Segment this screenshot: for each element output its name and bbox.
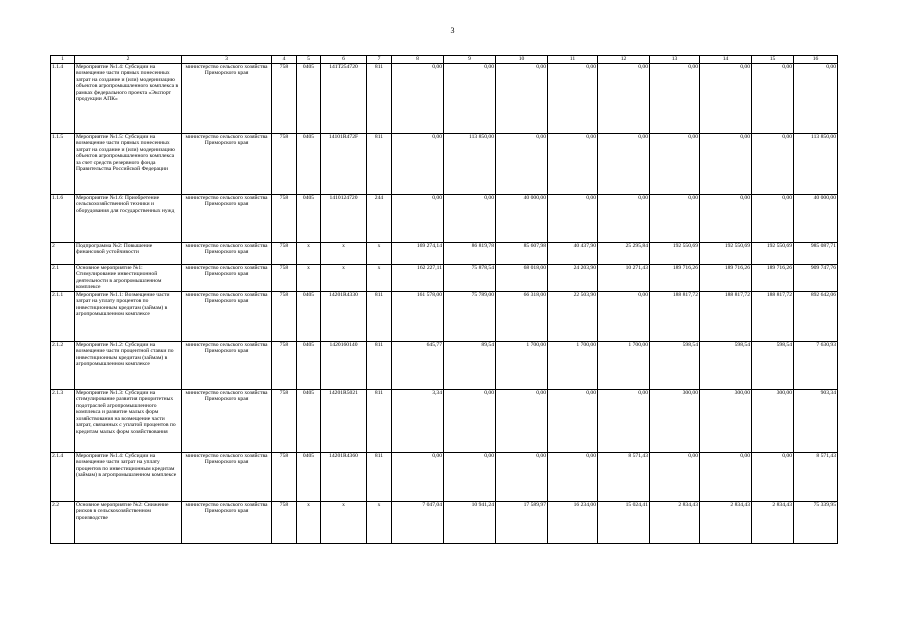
responsible-org-cell: министерство сельского хозяйства Приморского края [182, 291, 272, 341]
amount-cell: 2 834,43 [650, 501, 700, 543]
amount-cell: 0,00 [700, 64, 752, 134]
section-code-cell: 0405 [297, 452, 321, 501]
amount-cell: 1 700,00 [496, 341, 548, 389]
amount-cell: 66 318,00 [496, 291, 548, 341]
table-row [51, 243, 838, 265]
amount-cell: 0,00 [444, 64, 496, 134]
table-row [51, 501, 838, 543]
target-article-cell: x [321, 501, 367, 543]
responsible-org-cell: министерство сельского хозяйства Приморского края [182, 64, 272, 134]
grbs-code-cell: 758 [272, 243, 297, 265]
row-number-cell: 2.1.4 [51, 452, 75, 501]
grbs-code-cell: 758 [272, 195, 297, 243]
target-article-cell: 14201R4330 [321, 291, 367, 341]
amount-cell: 85 607,98 [496, 243, 548, 265]
amount-cell: 189 716,26 [650, 265, 700, 292]
total-cell: 909 747,76 [794, 265, 838, 292]
amount-cell: 40 437,90 [548, 243, 598, 265]
target-article-cell: x [321, 265, 367, 292]
amount-cell: 0,00 [650, 134, 700, 195]
amount-cell: 25 295,84 [598, 243, 650, 265]
amount-cell: 188 817,72 [752, 291, 794, 341]
amount-cell: 40 000,00 [496, 195, 548, 243]
amount-cell: 188 817,72 [650, 291, 700, 341]
section-code-cell: x [297, 501, 321, 543]
item-name-cell: Мероприятие №1.3: Субсидии на стимулирование развития приоритетных подотраслей агропромышленного комплекса и развитие малых форм хозяйствования на возмещение части затрат, связанных с уплатой процентов по кредитам малых форм хозяйствования [75, 389, 182, 452]
amount-cell: 0,00 [548, 195, 598, 243]
amount-cell: 15 024,41 [598, 501, 650, 543]
row-number-cell: 2.1.3 [51, 389, 75, 452]
column-header: 7 [367, 56, 392, 64]
column-header: 8 [392, 56, 444, 64]
total-cell: 0,00 [794, 64, 838, 134]
item-name-cell: Мероприятие №1.5: Субсидии на возмещение части прямых понесенных затрат на создание и (или) модернизацию объектов агропромышленного комплекса за счет средств резервного фонда Правительства Российской Федерации [75, 134, 182, 195]
target-article-cell: 14201R5021 [321, 389, 367, 452]
amount-cell: 645,77 [392, 341, 444, 389]
target-article-cell: x [321, 243, 367, 265]
amount-cell: 0,00 [548, 452, 598, 501]
amount-cell: 598,54 [650, 341, 700, 389]
responsible-org-cell: министерство сельского хозяйства Приморского края [182, 389, 272, 452]
amount-cell: 0,00 [444, 452, 496, 501]
row-number-cell: 2.1 [51, 265, 75, 292]
item-name-cell: Основное мероприятие №1: Стимулирование инвестиционной деятельности в агропромышленном комплексе [75, 265, 182, 292]
table-row [51, 134, 838, 195]
amount-cell: 0,00 [392, 452, 444, 501]
grbs-code-cell: 758 [272, 64, 297, 134]
column-header: 4 [272, 56, 297, 64]
column-header: 12 [598, 56, 650, 64]
amount-cell: 192 550,69 [752, 243, 794, 265]
item-name-cell: Подпрограмма №2: Повышение финансовой устойчивости [75, 243, 182, 265]
amount-cell: 169 274,14 [392, 243, 444, 265]
expense-type-cell: 244 [367, 195, 392, 243]
expense-type-cell: 811 [367, 291, 392, 341]
amount-cell: 0,00 [650, 195, 700, 243]
column-header: 16 [794, 56, 838, 64]
amount-cell: 0,00 [548, 134, 598, 195]
section-code-cell: x [297, 243, 321, 265]
expense-type-cell: 811 [367, 389, 392, 452]
amount-cell: 0,00 [752, 64, 794, 134]
item-name-cell: Мероприятие №1.1: Возмещение части затрат на уплату процентов по инвестиционным кредитам (займам) в агропромышленном комплексе [75, 291, 182, 341]
section-code-cell: 0405 [297, 195, 321, 243]
amount-cell: 8 571,43 [598, 452, 650, 501]
amount-cell: 162 227,11 [392, 265, 444, 292]
amount-cell: 598,54 [700, 341, 752, 389]
expense-type-cell: 811 [367, 341, 392, 389]
item-name-cell: Мероприятие №1.2: Субсидии на возмещение части процентной ставки по инвестиционным кредитам (займам) в агропромышленном комплексе [75, 341, 182, 389]
amount-cell: 10 941,24 [444, 501, 496, 543]
column-header: 9 [444, 56, 496, 64]
amount-cell: 0,00 [700, 134, 752, 195]
grbs-code-cell: 758 [272, 291, 297, 341]
expense-type-cell: 811 [367, 134, 392, 195]
amount-cell: 192 550,69 [650, 243, 700, 265]
total-cell: 985 087,71 [794, 243, 838, 265]
target-article-cell: 14101R472F [321, 134, 367, 195]
amount-cell: 0,00 [700, 195, 752, 243]
amount-cell: 0,00 [752, 452, 794, 501]
section-code-cell: x [297, 265, 321, 292]
section-code-cell: 0405 [297, 341, 321, 389]
grbs-code-cell: 758 [272, 501, 297, 543]
column-header: 14 [700, 56, 752, 64]
responsible-org-cell: министерство сельского хозяйства Приморского края [182, 243, 272, 265]
grbs-code-cell: 758 [272, 265, 297, 292]
amount-cell: 0,00 [392, 134, 444, 195]
amount-cell: 113 850,00 [444, 134, 496, 195]
column-header: 13 [650, 56, 700, 64]
column-header: 15 [752, 56, 794, 64]
total-cell: 40 000,00 [794, 195, 838, 243]
expense-type-cell: x [367, 243, 392, 265]
grbs-code-cell: 758 [272, 452, 297, 501]
amount-cell: 300,00 [700, 389, 752, 452]
amount-cell: 10 271,43 [598, 265, 650, 292]
amount-cell: 24 203,90 [548, 265, 598, 292]
column-header: 11 [548, 56, 598, 64]
amount-cell: 300,00 [650, 389, 700, 452]
responsible-org-cell: министерство сельского хозяйства Приморского края [182, 195, 272, 243]
target-article-cell: 1420160140 [321, 341, 367, 389]
responsible-org-cell: министерство сельского хозяйства Приморского края [182, 265, 272, 292]
amount-cell: 192 550,69 [700, 243, 752, 265]
amount-cell: 75 789,00 [444, 291, 496, 341]
amount-cell: 300,00 [752, 389, 794, 452]
amount-cell: 3,34 [392, 389, 444, 452]
amount-cell: 0,00 [598, 195, 650, 243]
total-cell: 892 642,06 [794, 291, 838, 341]
amount-cell: 17 589,97 [496, 501, 548, 543]
responsible-org-cell: министерство сельского хозяйства Приморского края [182, 134, 272, 195]
amount-cell: 0,00 [392, 64, 444, 134]
table-row [51, 452, 838, 501]
amount-cell: 75 878,54 [444, 265, 496, 292]
amount-cell: 189 716,26 [700, 265, 752, 292]
amount-cell: 0,00 [752, 134, 794, 195]
amount-cell: 0,00 [392, 195, 444, 243]
amount-cell: 0,00 [752, 195, 794, 243]
table-row [51, 341, 838, 389]
column-header: 2 [75, 56, 182, 64]
column-number-row [51, 56, 838, 64]
amount-cell: 16 234,00 [548, 501, 598, 543]
item-name-cell: Мероприятие №1.6: Приобретение сельскохозяйственной техники и оборудования для государственных нужд [75, 195, 182, 243]
item-name-cell: Основное мероприятие №2: Снижение рисков в сельскохозяйственном производстве [75, 501, 182, 543]
table-row [51, 64, 838, 134]
row-number-cell: 1.1.6 [51, 195, 75, 243]
budget-table [50, 55, 838, 544]
total-cell: 8 571,43 [794, 452, 838, 501]
section-code-cell: 0405 [297, 389, 321, 452]
total-cell: 903,34 [794, 389, 838, 452]
amount-cell: 2 834,43 [700, 501, 752, 543]
amount-cell: 188 817,72 [700, 291, 752, 341]
amount-cell: 7 047,04 [392, 501, 444, 543]
page-number: 3 [450, 26, 455, 35]
row-number-cell: 2.1.2 [51, 341, 75, 389]
target-article-cell: 141T254720 [321, 64, 367, 134]
responsible-org-cell: министерство сельского хозяйства Приморского края [182, 501, 272, 543]
section-code-cell: 0405 [297, 291, 321, 341]
responsible-org-cell: министерство сельского хозяйства Приморского края [182, 341, 272, 389]
column-header: 10 [496, 56, 548, 64]
amount-cell: 0,00 [598, 389, 650, 452]
amount-cell: 1 700,00 [548, 341, 598, 389]
section-code-cell: 0405 [297, 64, 321, 134]
amount-cell: 0,00 [444, 389, 496, 452]
column-header: 3 [182, 56, 272, 64]
amount-cell: 89,54 [444, 341, 496, 389]
expense-type-cell: 811 [367, 452, 392, 501]
amount-cell: 189 716,26 [752, 265, 794, 292]
amount-cell: 0,00 [548, 389, 598, 452]
amount-cell: 68 018,00 [496, 265, 548, 292]
column-header: 1 [51, 56, 75, 64]
amount-cell: 0,00 [496, 452, 548, 501]
target-article-cell: 1410124720 [321, 195, 367, 243]
amount-cell: 86 819,78 [444, 243, 496, 265]
amount-cell: 0,00 [598, 134, 650, 195]
amount-cell: 0,00 [444, 195, 496, 243]
total-cell: 113 850,00 [794, 134, 838, 195]
amount-cell: 161 578,00 [392, 291, 444, 341]
total-cell: 7 630,93 [794, 341, 838, 389]
amount-cell: 2 834,43 [752, 501, 794, 543]
amount-cell: 22 503,90 [548, 291, 598, 341]
amount-cell: 0,00 [496, 389, 548, 452]
total-cell: 75 339,95 [794, 501, 838, 543]
section-code-cell: 0405 [297, 134, 321, 195]
amount-cell: 0,00 [598, 291, 650, 341]
row-number-cell: 2.2 [51, 501, 75, 543]
expense-type-cell: 811 [367, 64, 392, 134]
column-header: 5 [297, 56, 321, 64]
row-number-cell: 2.1.1 [51, 291, 75, 341]
row-number-cell: 1.1.5 [51, 134, 75, 195]
amount-cell: 0,00 [650, 452, 700, 501]
amount-cell: 0,00 [496, 64, 548, 134]
expense-type-cell: x [367, 501, 392, 543]
grbs-code-cell: 758 [272, 389, 297, 452]
table-row [51, 291, 838, 341]
amount-cell: 0,00 [598, 64, 650, 134]
table-row [51, 265, 838, 292]
row-number-cell: 2 [51, 243, 75, 265]
grbs-code-cell: 758 [272, 341, 297, 389]
amount-cell: 1 700,00 [598, 341, 650, 389]
column-header: 6 [321, 56, 367, 64]
responsible-org-cell: министерство сельского хозяйства Приморского края [182, 452, 272, 501]
amount-cell: 0,00 [650, 64, 700, 134]
row-number-cell: 1.1.4 [51, 64, 75, 134]
amount-cell: 598,54 [752, 341, 794, 389]
table-row [51, 389, 838, 452]
table-row [51, 195, 838, 243]
grbs-code-cell: 758 [272, 134, 297, 195]
amount-cell: 0,00 [496, 134, 548, 195]
item-name-cell: Мероприятие №1.4: Субсидии на возмещение части прямых понесенных затрат на создание и (или) модернизацию объектов агропромышленного комплекса в рамках федерального проекта «Экспорт продукции АПК» [75, 64, 182, 134]
item-name-cell: Мероприятие №1.4: Субсидии на возмещение части затрат на уплату процентов по инвестиционным кредитам (займам) в агропромышленном комплексе [75, 452, 182, 501]
amount-cell: 0,00 [700, 452, 752, 501]
target-article-cell: 14201R4360 [321, 452, 367, 501]
expense-type-cell: x [367, 265, 392, 292]
amount-cell: 0,00 [548, 64, 598, 134]
